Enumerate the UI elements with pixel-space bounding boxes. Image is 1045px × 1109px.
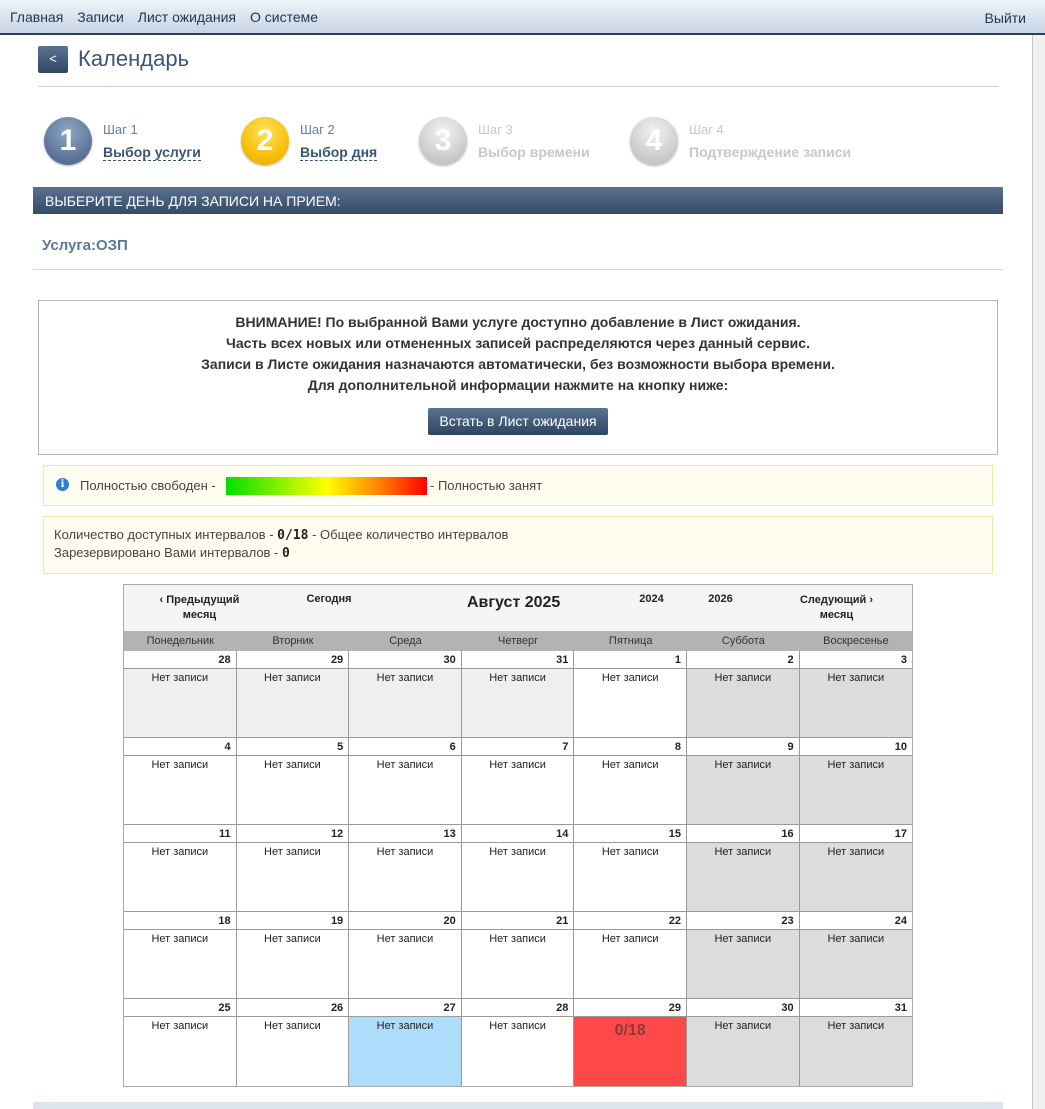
step-1-circle: 1 [44,117,92,165]
no-slot-text: Нет записи [376,672,434,684]
divider [33,269,1003,270]
no-slot-text: Нет записи [376,759,434,771]
calendar-day-cell[interactable] [800,999,912,1086]
day-body [574,843,686,911]
day-body [574,669,686,737]
no-slot-text: Нет записи [151,672,209,684]
day-number: 4 [124,738,236,756]
day-body [462,843,574,911]
day-body [800,930,912,998]
join-waitlist-button[interactable]: Встать в Лист ожидания [428,408,607,435]
day-number: 3 [800,651,912,669]
prev-month-button[interactable]: ‹ Предыдущий месяц [159,594,240,621]
step-3-label: Шаг 3 [478,122,513,137]
day-number: 16 [687,825,799,843]
no-slot-text: Нет записи [827,933,885,945]
service-label: Услуга:ОЗП [42,237,128,254]
step-3-circle: 3 [419,117,467,165]
day-number: 25 [124,999,236,1017]
day-number: 10 [800,738,912,756]
no-slot-text: Нет записи [264,846,321,858]
day-body [237,1017,349,1086]
calendar-day-cell[interactable] [349,999,462,1086]
day-number: 30 [349,651,461,669]
waitlist-notice [38,300,998,455]
day-body [687,930,799,998]
day-body [800,843,912,911]
day-number: 9 [687,738,799,756]
weekday-label: Четверг [498,635,539,647]
day-body [800,756,912,824]
no-slot-text: Нет записи [151,1020,209,1032]
notice-line: ВНИМАНИЕ! По выбранной Вами услуге доступно добавление в Лист ожидания. [235,314,801,330]
day-number: 23 [687,912,799,930]
calendar-day-cell[interactable] [800,912,912,999]
day-body [349,756,461,824]
footer-bar [33,1102,1003,1109]
no-slot-text: Нет записи [601,759,659,771]
calendar-header [124,585,912,631]
weekday-label: Воскресенье [823,635,889,647]
calendar-day-cell[interactable] [462,738,575,825]
calendar-day-cell[interactable] [462,912,575,999]
weekday-label: Пятница [608,635,653,647]
weekday-header [124,631,912,651]
day-body [462,1017,574,1086]
page-gutter [1033,35,1045,1109]
day-body [237,930,349,998]
day-number: 24 [800,912,912,930]
calendar [123,584,913,1087]
prev-year-button[interactable]: 2024 [639,593,664,605]
day-number: 14 [462,825,574,843]
legend-free-label: Полностью свободен - [80,478,216,493]
logout-link[interactable]: Выйти [984,10,1026,26]
availability-legend [43,465,993,506]
day-number: 31 [800,999,912,1017]
calendar-day-cell[interactable] [687,825,800,912]
calendar-day-cell[interactable] [687,912,800,999]
step-4-name: Подтверждение записи [689,144,852,160]
no-slot-text: Нет записи [827,1020,885,1032]
day-body [237,756,349,824]
step-2-link[interactable]: Выбор дня [300,144,378,160]
day-body [687,669,799,737]
no-slot-text: Нет записи [714,1020,772,1032]
day-number: 12 [237,825,349,843]
calendar-day-cell[interactable] [574,912,687,999]
no-slot-text: Нет записи [151,933,209,945]
calendar-day-cell[interactable] [349,738,462,825]
calendar-day-cell[interactable] [124,999,237,1086]
calendar-day-cell[interactable] [574,999,687,1086]
day-body [687,1017,799,1086]
no-slot-text: Нет записи [827,759,885,771]
no-slot-text: Нет записи [714,672,772,684]
no-slot-text: Нет записи [151,846,209,858]
available-value: 0/18 [277,528,309,543]
calendar-day-cell[interactable] [124,651,237,738]
day-number: 2 [687,651,799,669]
no-slot-text: Нет записи [376,1020,434,1032]
available-suffix: - Общее количество интервалов [312,527,509,542]
legend-busy-label: - Полностью занят [430,478,543,493]
day-number: 28 [124,651,236,669]
no-slot-text: Нет записи [489,759,546,771]
day-number: 1 [574,651,686,669]
back-button[interactable]: < [38,46,68,73]
day-number: 18 [124,912,236,930]
day-number: 20 [349,912,461,930]
day-number: 22 [574,912,686,930]
calendar-day-cell[interactable] [687,738,800,825]
weekday-label: Вторник [272,635,314,647]
step-4-circle: 4 [630,117,678,165]
info-icon: i [56,478,69,491]
day-number: 21 [462,912,574,930]
calendar-day-cell[interactable] [574,825,687,912]
weekday-label: Суббота [721,635,765,647]
reserved-count-row [54,545,290,561]
no-slot-text: Нет записи [489,672,546,684]
day-body [237,669,349,737]
day-body [124,843,236,911]
no-slot-text: Нет записи [264,933,321,945]
day-body [800,669,912,737]
no-slot-text: Нет записи [827,672,885,684]
available-count-row [54,527,508,543]
no-slot-text: Нет записи [601,933,659,945]
day-body [349,930,461,998]
no-slot-text: Нет записи [376,933,434,945]
day-number: 26 [237,999,349,1017]
no-slot-text: Нет записи [601,846,659,858]
calendar-day-cell[interactable] [687,999,800,1086]
step-3-name: Выбор времени [478,144,590,160]
no-slot-text: Нет записи [827,846,885,858]
calendar-day-cell[interactable] [349,651,462,738]
next-year-button[interactable]: 2026 [708,593,733,605]
day-number: 31 [462,651,574,669]
nav-records[interactable]: Записи [77,8,124,25]
calendar-day-cell[interactable] [237,738,350,825]
interval-counts [43,516,993,574]
calendar-day-cell[interactable] [124,912,237,999]
no-slot-text: Нет записи [489,1020,546,1032]
calendar-day-cell[interactable] [800,825,912,912]
no-slot-text: Нет записи [489,846,546,858]
no-slot-text: Нет записи [714,933,772,945]
step-1-label: Шаг 1 [103,122,138,137]
calendar-day-cell[interactable] [237,825,350,912]
slot-count: 0/18 [614,1022,646,1039]
available-prefix: Количество доступных интервалов - [54,527,274,542]
calendar-day-cell[interactable] [800,738,912,825]
day-body [574,930,686,998]
notice-line: Записи в Листе ожидания назначаются автоматически, без возможности выбора времени. [201,356,835,372]
day-number: 6 [349,738,461,756]
main-content [0,35,1033,1109]
no-slot-text: Нет записи [264,1020,321,1032]
day-body [349,669,461,737]
reserved-value: 0 [282,546,290,561]
step-1-link[interactable]: Выбор услуги [103,144,201,160]
day-body [124,1017,236,1086]
day-body [462,669,574,737]
day-body [462,756,574,824]
day-number: 17 [800,825,912,843]
day-body [237,843,349,911]
calendar-day-cell[interactable] [349,912,462,999]
calendar-day-cell[interactable] [687,651,800,738]
no-slot-text: Нет записи [714,759,772,771]
day-body [574,756,686,824]
calendar-day-cell[interactable] [574,651,687,738]
calendar-day-cell[interactable] [237,999,350,1086]
calendar-day-cell[interactable] [462,825,575,912]
no-slot-text: Нет записи [264,759,321,771]
day-body [687,756,799,824]
day-body [349,1017,461,1086]
day-body [687,843,799,911]
day-number: 28 [462,999,574,1017]
calendar-day-cell[interactable] [237,651,350,738]
step-2-circle: 2 [241,117,289,165]
day-number: 5 [237,738,349,756]
no-slot-text: Нет записи [376,846,434,858]
day-body [574,1017,686,1086]
day-number: 13 [349,825,461,843]
legend-gradient [226,477,427,495]
day-number: 27 [349,999,461,1017]
step-2-label: Шаг 2 [300,122,335,137]
calendar-day-cell[interactable] [462,651,575,738]
nav-home[interactable]: Главная [10,8,64,25]
calendar-day-cell[interactable] [349,825,462,912]
day-body [349,843,461,911]
today-button[interactable]: Сегодня [306,593,352,605]
weekday-label: Среда [389,635,422,647]
step-4-label: Шаг 4 [689,122,724,137]
day-number: 29 [574,999,686,1017]
nav-about[interactable]: О системе [249,8,319,25]
no-slot-text: Нет записи [714,846,772,858]
calendar-day-cell[interactable] [800,651,912,738]
day-number: 15 [574,825,686,843]
calendar-day-cell[interactable] [574,738,687,825]
weekday-label: Понедельник [146,635,214,647]
calendar-day-cell[interactable] [462,999,575,1086]
calendar-day-cell[interactable] [124,738,237,825]
divider [38,86,998,87]
section-header: ВЫБЕРИТЕ ДЕНЬ ДЛЯ ЗАПИСИ НА ПРИЕМ: [33,187,1003,214]
day-body [124,756,236,824]
day-number: 7 [462,738,574,756]
day-body [462,930,574,998]
no-slot-text: Нет записи [489,933,546,945]
day-body [124,930,236,998]
notice-line: Для дополнительной информации нажмите на кнопку ниже: [307,377,729,393]
no-slot-text: Нет записи [151,759,209,771]
day-body [800,1017,912,1086]
calendar-day-cell[interactable] [237,912,350,999]
day-number: 30 [687,999,799,1017]
day-number: 29 [237,651,349,669]
day-number: 11 [124,825,236,843]
day-body [124,669,236,737]
day-number: 19 [237,912,349,930]
day-number: 8 [574,738,686,756]
no-slot-text: Нет записи [264,672,321,684]
no-slot-text: Нет записи [601,672,659,684]
nav-waitlist[interactable]: Лист ожидания [137,8,236,25]
top-nav [0,0,1045,35]
notice-line: Часть всех новых или отмененных записей распределяются через данный сервис. [226,335,810,351]
page-title: Календарь [78,46,190,71]
calendar-day-cell[interactable] [124,825,237,912]
next-month-button[interactable]: Следующий › месяц [799,594,874,621]
reserved-prefix: Зарезервировано Вами интервалов - [54,545,279,560]
month-title: Август 2025 [467,594,561,611]
